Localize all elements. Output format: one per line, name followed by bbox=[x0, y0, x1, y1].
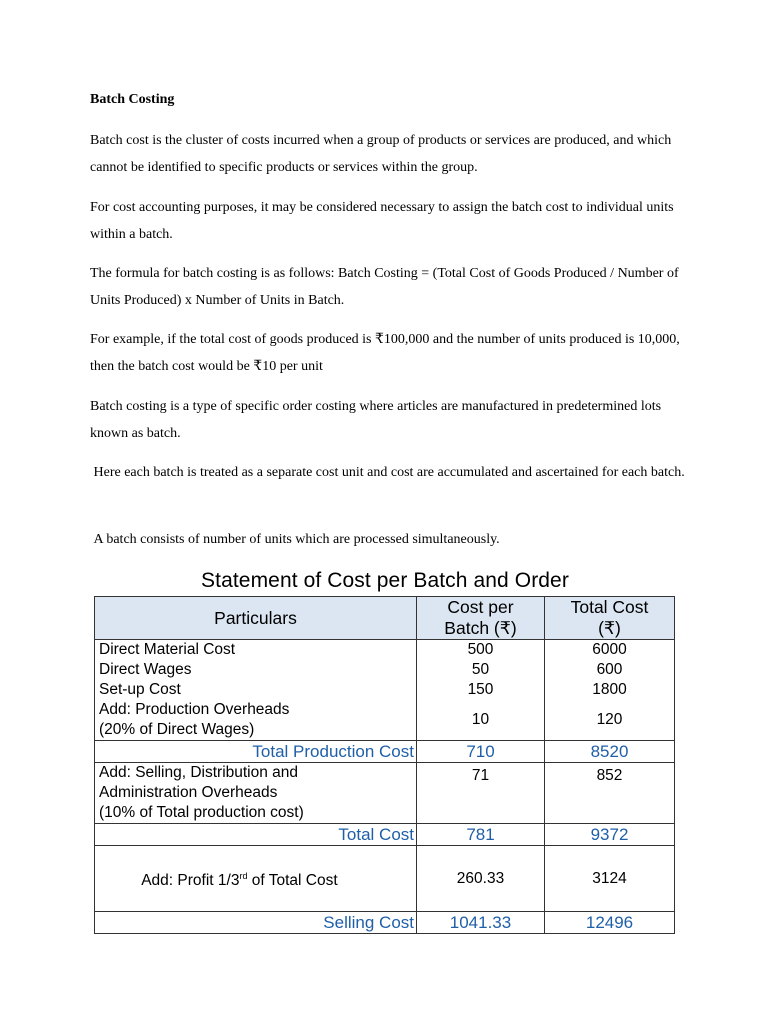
row-batch-value: 50 bbox=[417, 660, 545, 680]
row-batch-value: 71 bbox=[417, 763, 545, 824]
cost-statement bbox=[94, 566, 676, 934]
profit-label-text: Add: Profit 1/3 bbox=[141, 872, 240, 890]
paragraph-definition: Batch cost is the cluster of costs incurred when a group of products or services are produced, and which cannot be identified to specific products or services within the group. bbox=[90, 133, 672, 175]
table-row bbox=[95, 846, 675, 912]
total-production-label: Total Production Cost bbox=[95, 741, 417, 763]
header-particulars: Particulars bbox=[95, 597, 417, 640]
page-heading: Batch Costing bbox=[90, 92, 175, 107]
row-total-value: 1800 bbox=[545, 680, 675, 700]
total-production-batch: 710 bbox=[417, 741, 545, 763]
row-total-value: 120 bbox=[545, 700, 675, 741]
selling-cost-total: 12496 bbox=[545, 912, 675, 934]
total-production-row bbox=[95, 741, 675, 763]
row-total-value: 6000 bbox=[545, 640, 675, 661]
selling-cost-batch: 1041.33 bbox=[417, 912, 545, 934]
row-label bbox=[95, 700, 417, 741]
selling-cost-row bbox=[95, 912, 675, 934]
header-total-cost-line1: Total Cost bbox=[570, 597, 649, 617]
profit-label bbox=[95, 846, 417, 912]
row-label bbox=[95, 763, 417, 824]
row-label-line2: (20% of Direct Wages) bbox=[99, 721, 255, 738]
total-cost-batch: 781 bbox=[417, 824, 545, 846]
paragraph-batch-definition: A batch consists of number of units which are processed simultaneously. bbox=[90, 532, 500, 547]
row-batch-value: 260.33 bbox=[417, 846, 545, 912]
table-row bbox=[95, 700, 675, 741]
table-title: Statement of Cost per Batch and Order bbox=[201, 569, 569, 592]
paragraph-purpose: For cost accounting purposes, it may be considered necessary to assign the batch cost to individual units within a batch. bbox=[90, 200, 674, 242]
row-label-line1: Add: Selling, Distribution and bbox=[99, 764, 299, 781]
row-label: Set-up Cost bbox=[95, 680, 417, 700]
selling-cost-label: Selling Cost bbox=[95, 912, 417, 934]
paragraph-batch-unit: Here each batch is treated as a separate cost unit and cost are accumulated and ascertained for each batch. bbox=[90, 465, 685, 480]
profit-label-suffix: of Total Cost bbox=[247, 872, 338, 890]
paragraph-example: For example, if the total cost of goods produced is ₹100,000 and the number of units produced is 10,000, then the batch cost would be ₹10 per unit bbox=[90, 332, 680, 374]
row-total-value: 852 bbox=[545, 763, 675, 824]
header-total-cost-line2: (₹) bbox=[598, 618, 621, 638]
table-row bbox=[95, 763, 675, 824]
total-cost-total: 9372 bbox=[545, 824, 675, 846]
table-row bbox=[95, 680, 675, 700]
paragraph-type: Batch costing is a type of specific order costing where articles are manufactured in predetermined lots known as batch. bbox=[90, 399, 662, 441]
row-batch-value: 150 bbox=[417, 680, 545, 700]
table-row bbox=[95, 640, 675, 661]
table-row bbox=[95, 660, 675, 680]
row-label-line2: Administration Overheads bbox=[99, 784, 278, 801]
cost-table bbox=[94, 596, 675, 934]
table-header-row bbox=[95, 597, 675, 640]
row-total-value: 3124 bbox=[545, 846, 675, 912]
row-label-line1: Add: Production Overheads bbox=[99, 701, 290, 718]
row-batch-value: 500 bbox=[417, 640, 545, 661]
header-cost-per-batch-line2: Batch (₹) bbox=[444, 618, 517, 638]
row-total-value: 600 bbox=[545, 660, 675, 680]
profit-label-superscript: rd bbox=[239, 871, 248, 881]
total-cost-label: Total Cost bbox=[95, 824, 417, 846]
row-label: Direct Material Cost bbox=[95, 640, 417, 661]
row-batch-value: 10 bbox=[417, 700, 545, 741]
row-label: Direct Wages bbox=[95, 660, 417, 680]
header-cost-per-batch-line1: Cost per bbox=[447, 597, 514, 617]
header-cost-per-batch bbox=[417, 597, 545, 640]
total-cost-row bbox=[95, 824, 675, 846]
paragraph-formula: The formula for batch costing is as follows: Batch Costing = (Total Cost of Goods Produced / Number of Units Produced) x Number of Units in Batch. bbox=[90, 266, 679, 308]
header-total-cost bbox=[545, 597, 675, 640]
row-label-line3: (10% of Total production cost) bbox=[99, 804, 304, 821]
total-production-total: 8520 bbox=[545, 741, 675, 763]
